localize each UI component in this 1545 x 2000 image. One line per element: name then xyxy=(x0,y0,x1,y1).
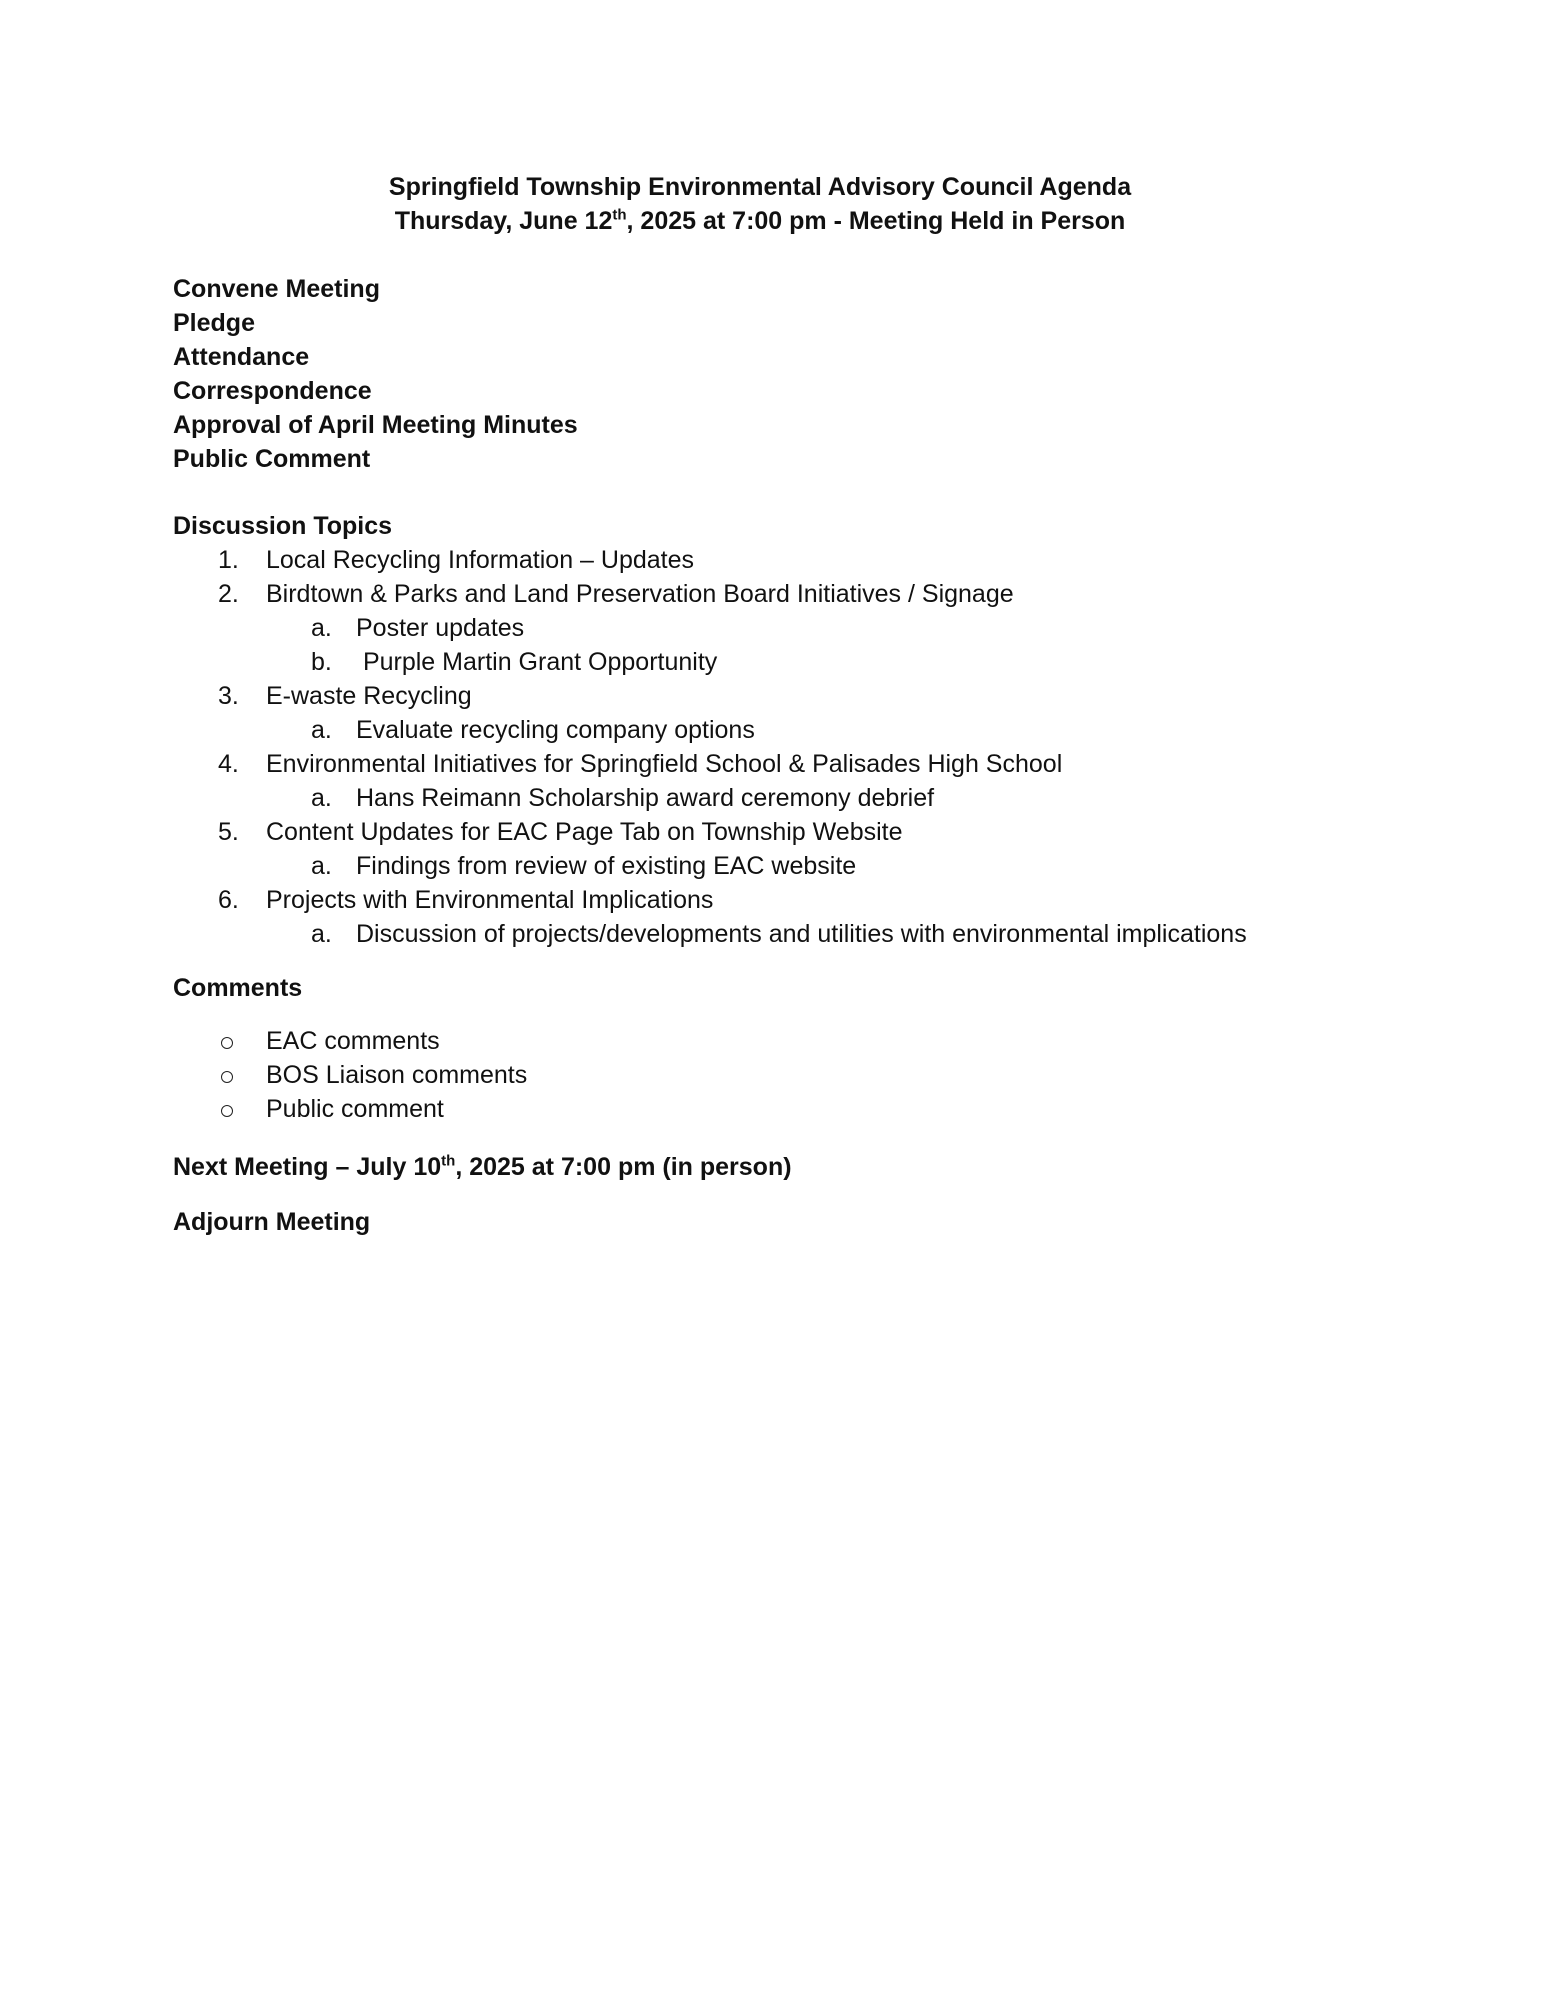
discussion-subitem xyxy=(173,849,857,883)
discussion-subitem xyxy=(173,645,718,679)
comments-heading: Comments xyxy=(173,974,303,1002)
item-number: 2. xyxy=(218,580,239,608)
next-meeting-line xyxy=(173,1150,792,1184)
adjourn xyxy=(173,1205,370,1239)
date-line-end: , 2025 at 7:00 pm - Meeting Held in Person xyxy=(626,207,1126,235)
comment-text: Public comment xyxy=(266,1095,444,1123)
item-number: 5. xyxy=(218,818,239,846)
item-letter: a. xyxy=(311,920,332,948)
opening-item: Public Comment xyxy=(173,445,371,473)
item-text: Findings from review of existing EAC website xyxy=(356,852,857,880)
comment-text: EAC comments xyxy=(266,1027,440,1055)
item-number: 6. xyxy=(218,886,239,914)
date-ordinal-suffix: th xyxy=(612,206,627,224)
item-text: Discussion of projects/developments and utilities with environmental implications xyxy=(356,920,1247,948)
discussion-item xyxy=(173,679,472,713)
hollow-bullet-icon xyxy=(221,1037,233,1049)
item-text: Hans Reimann Scholarship award ceremony debrief xyxy=(356,784,935,812)
item-text: Local Recycling Information – Updates xyxy=(266,546,695,574)
opening-item: Correspondence xyxy=(173,377,372,405)
item-letter: a. xyxy=(311,716,332,744)
discussion-item xyxy=(173,815,903,849)
opening-item: Approval of April Meeting Minutes xyxy=(173,411,578,439)
item-text: Evaluate recycling company options xyxy=(356,716,755,744)
discussion-subitem xyxy=(173,917,1247,951)
item-text: Content Updates for EAC Page Tab on Township Website xyxy=(266,818,903,846)
opening-item: Attendance xyxy=(173,343,310,371)
agenda-title: Springfield Township Environmental Advisory Council Agenda xyxy=(388,173,1132,201)
next-meeting-ordinal: th xyxy=(441,1152,456,1170)
item-number: 3. xyxy=(218,682,239,710)
next-meeting xyxy=(173,1150,792,1184)
discussion-subitem xyxy=(173,611,525,645)
discussion-item xyxy=(173,747,1063,781)
hollow-bullet-icon xyxy=(221,1105,233,1117)
discussion-section xyxy=(173,509,1247,951)
discussion-item xyxy=(173,883,714,917)
agenda-date-line xyxy=(0,204,1520,238)
item-text: E-waste Recycling xyxy=(266,682,472,710)
item-letter: a. xyxy=(311,784,332,812)
item-text: Purple Martin Grant Opportunity xyxy=(356,648,718,676)
discussion-heading: Discussion Topics xyxy=(173,512,393,540)
next-meeting-start: Next Meeting – July 10 xyxy=(173,1153,442,1181)
comments-section xyxy=(173,971,302,1005)
item-number: 1. xyxy=(218,546,239,574)
opening-item: Pledge xyxy=(173,309,255,337)
item-letter: a. xyxy=(311,614,332,642)
discussion-subitem xyxy=(173,713,755,747)
item-letter: b. xyxy=(311,648,332,676)
opening-item: Convene Meeting xyxy=(173,275,380,303)
discussion-subitem xyxy=(173,781,935,815)
item-text: Environmental Initiatives for Springfield School & Palisades High School xyxy=(266,750,1063,778)
item-letter: a. xyxy=(311,852,332,880)
date-line-start: Thursday, June 12 xyxy=(394,207,613,235)
next-meeting-end: , 2025 at 7:00 pm (in person) xyxy=(455,1153,792,1181)
adjourn-heading: Adjourn Meeting xyxy=(173,1208,371,1236)
item-text: Poster updates xyxy=(356,614,525,642)
discussion-item xyxy=(173,543,695,577)
comment-text: BOS Liaison comments xyxy=(266,1061,528,1089)
discussion-item xyxy=(173,577,1014,611)
hollow-bullet-icon xyxy=(221,1071,233,1083)
item-text: Projects with Environmental Implications xyxy=(266,886,714,914)
item-text: Birdtown & Parks and Land Preservation Board Initiatives / Signage xyxy=(266,580,1014,608)
opening-items xyxy=(173,272,578,476)
item-number: 4. xyxy=(218,750,239,778)
